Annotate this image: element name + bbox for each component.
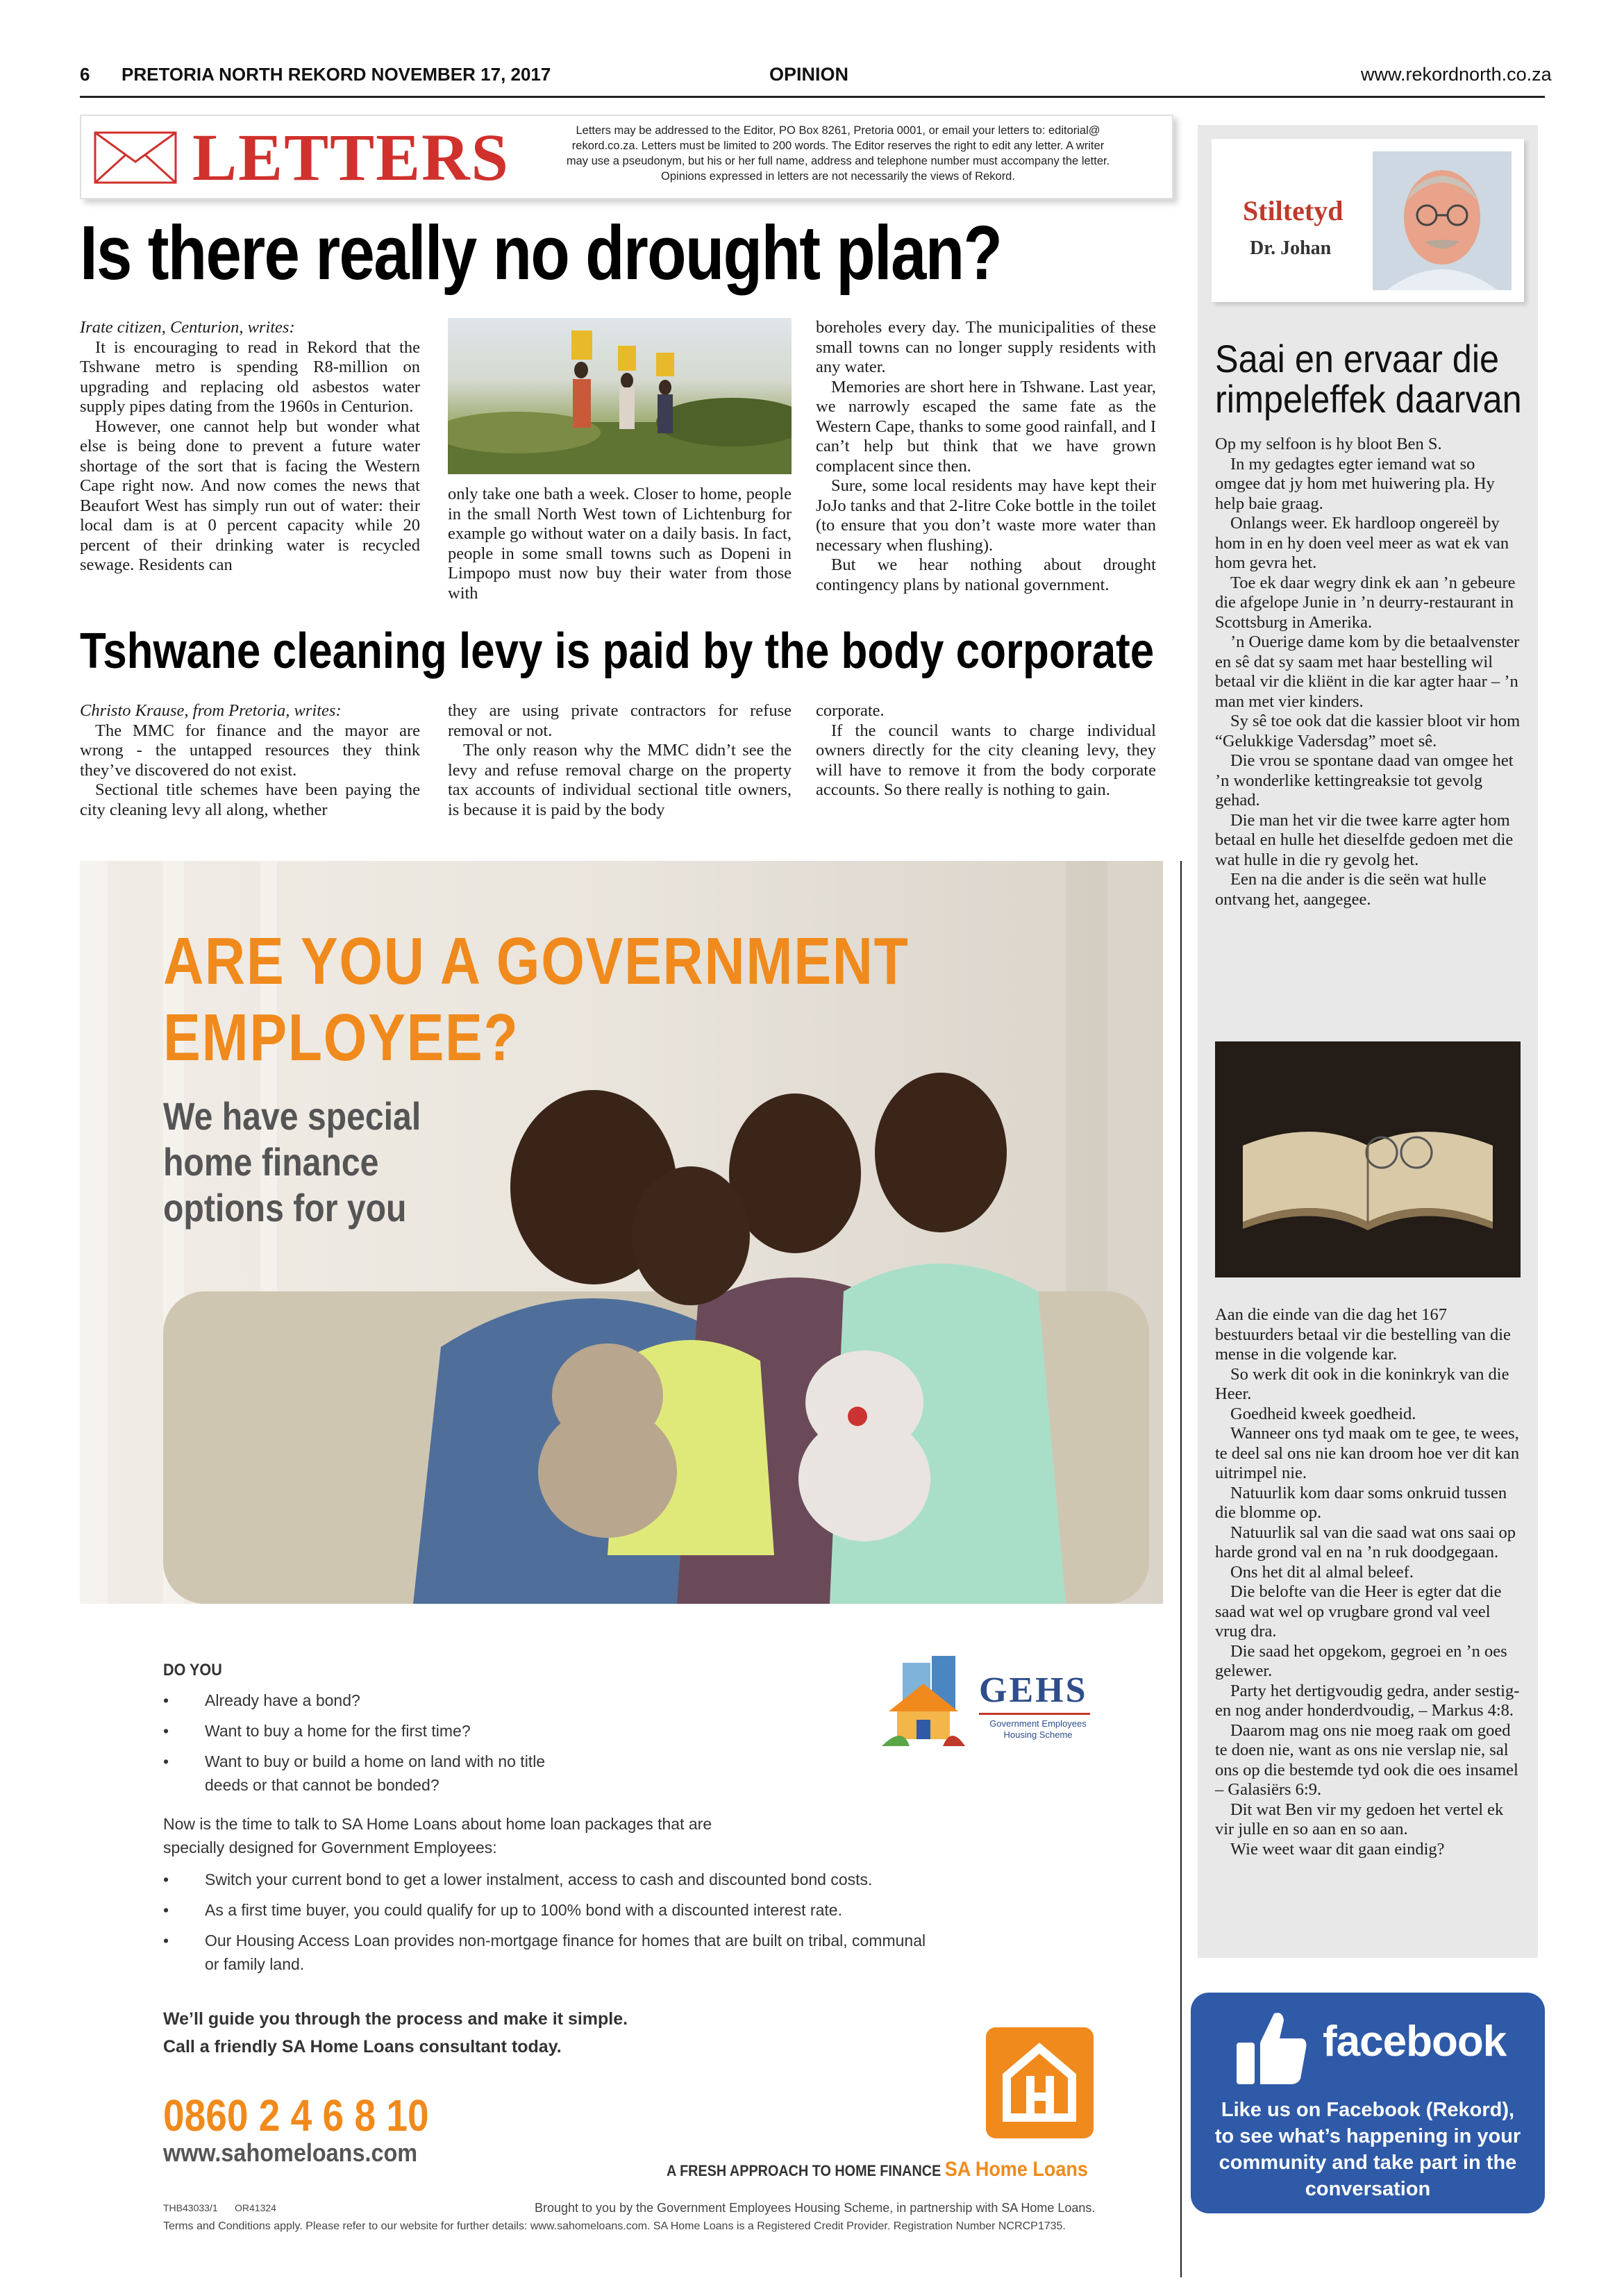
gehs-subtitle <box>979 1718 1097 1741</box>
bible-photo <box>1215 1041 1521 1277</box>
list-item-text: As a first time buyer, you could qualify for up to 100% bond with a discounted interest rate. <box>205 1901 842 1919</box>
brand-text: SA Home Loans <box>944 2158 1088 2181</box>
sidebar-paragraph: Aan die einde van die dag het 167 bestuurders betaal vir die bestelling van die mense in die volgende kar. <box>1215 1305 1511 1364</box>
paragraph: Sure, some local residents may have kept their JoJo tanks and that 2-litre Coke bottle in the toilet (to ensure that you don’t waste more water than necessary when flushing). <box>816 476 1156 555</box>
sidebar-paragraph: Ons het dit al almal beleef. <box>1230 1562 1414 1582</box>
columnist-card <box>1212 139 1524 302</box>
gehs-rule <box>979 1713 1090 1715</box>
sidebar-paragraph: ’n Ouerige dame kom by die betaalvenster en sê dat sy saam met haar bestelling wil betaal vir die kliënt in die kar agter haar – ’n man met vier kinders. <box>1215 632 1520 711</box>
open-bible-image <box>1215 1041 1521 1277</box>
water-carriers-photo <box>448 318 792 474</box>
paragraph: Sectional title schemes have been paying the city cleaning levy all along, whether <box>80 780 420 819</box>
ad-subheadline-line: options for you <box>163 1186 407 1230</box>
list-item: • Want to buy or build a home on land with no title deeds or that cannot be bonded? <box>163 1752 546 1794</box>
paragraph: The MMC for finance and the mayor are wrong - the untapped resources they think they’ve discovered do not exist. <box>80 721 420 780</box>
ad-subheadline-line: We have special <box>163 1094 421 1138</box>
letter1-column-1 <box>80 318 420 576</box>
letter1-column-3 <box>816 318 1156 595</box>
paragraph: But we hear nothing about drought contingency plans by national government. <box>816 555 1156 594</box>
list-item-text: Want to buy or build a home on land with no title <box>205 1752 546 1770</box>
letters-guidelines <box>512 123 1164 184</box>
ad-phone-number[interactable]: 0860 2 4 6 8 10 <box>163 2090 429 2140</box>
paragraph: boreholes every day. The municipalities of these small towns can no longer supply residents with any water. <box>816 318 1156 376</box>
gehs-logo <box>882 1656 1097 1753</box>
byline: Christo Krause, from Pretoria, writes: <box>80 701 342 720</box>
ad-intro <box>163 1812 927 1859</box>
paragraph: The only reason why the MMC didn’t see the levy and refuse removal charge on the property tax accounts of individual sectional title owners, is because it is paid by the body <box>448 741 792 819</box>
columnist-author: Dr. Johan <box>1250 237 1332 259</box>
do-you-list <box>163 1689 788 1797</box>
ad-headline-line: ARE YOU A GOVERNMENT <box>163 924 910 998</box>
section-label: OPINION <box>769 64 849 85</box>
sidebar-paragraph: Op my selfoon is hy bloot Ben S. <box>1215 435 1442 453</box>
ad-subheadline <box>163 1093 421 1231</box>
ad-guide <box>163 2005 628 2061</box>
list-item-text: or family land. <box>205 1955 305 1973</box>
sidebar-paragraph: Natuurlik sal van die saad wat ons saai op harde grond val en na ’n ruk doodgegaan. <box>1215 1523 1516 1561</box>
publication-line: PRETORIA NORTH REKORD NOVEMBER 17, 2017 <box>122 64 551 85</box>
ad-terms: Terms and Conditions apply. Please refer to our website for further details: www.sahomeloans.com. SA Home Loans is a Registered Credit Provider. Registration Number NCRCP1735. <box>163 2220 1066 2232</box>
list-item: • Want to buy a home for the first time? <box>163 1722 471 1740</box>
gehs-name: GEHS <box>979 1670 1088 1710</box>
intro-line: specially designed for Government Employees: <box>163 1838 497 1857</box>
sidebar-paragraph: In my gedagtes egter iemand wat so omgee dat jy hom met huiwering pla. Hy help baie graag. <box>1215 454 1495 513</box>
paragraph: only take one bath a week. Closer to home, people in the small North West town of Lichtenburg for example go without water on a daily basis. In fact, people in some small towns such as Dopeni in Limpopo must now buy their water from those with <box>448 485 792 603</box>
sidebar-paragraph: So werk dit ook in die koninkryk van die Heer. <box>1215 1364 1509 1403</box>
sidebar-paragraph: Die saad het opgekom, gegroei en ’n oes gelewer. <box>1215 1641 1507 1680</box>
paragraph: If the council wants to charge individual owners directly for the city cleaning levy, they will have to remove it from the body corporate accounts. So there really is nothing to gain. <box>816 721 1156 799</box>
sidebar-paragraph: Onlangs weer. Ek hardloop ongereël by hom in en hy doen veel meer as wat ek van hom gevra het. <box>1215 514 1509 572</box>
guideline-line: may use a pseudonym, but his or her full name, address and telephone number must accompany the letter. <box>566 155 1110 167</box>
headline-drought-plan: Is there really no drought plan? <box>80 210 1002 296</box>
facebook-wordmark: facebook <box>1323 2018 1507 2065</box>
sidebar-paragraph: Sy sê toe ook dat die kassier bloot vir hom “Gelukkige Vadersdag” moet sê. <box>1215 712 1521 751</box>
sidebar-paragraph: Toe ek daar wegry dink ek aan ’n gebeure die afgelope Junie in ’n deurry-restaurant in Scottsburg in Amerika. <box>1215 573 1516 632</box>
list-item: • As a first time buyer, you could qualify for up to 100% bond with a discounted interest rate. <box>163 1901 842 1919</box>
guideline-line: Opinions expressed in letters are not necessarily the views of Rekord. <box>661 170 1015 183</box>
sidebar-paragraph: Die belofte van die Heer is egter dat die saad wat wel op vrugbare grond val veel vrug dra. <box>1215 1582 1502 1641</box>
benefits-list <box>163 1868 996 1976</box>
list-item: • Switch your current bond to get a lower instalment, access to cash and discounted bond costs. <box>163 1870 873 1888</box>
letter2-column-3 <box>816 701 1156 801</box>
page-number: 6 <box>80 64 90 85</box>
sidebar-headline-line: Saai en ervaar die <box>1215 337 1500 380</box>
paragraph: corporate. <box>816 701 885 720</box>
sidebar-headline-line: rimpeleffek daarvan <box>1215 377 1522 421</box>
facebook-message-line: community and take part in the <box>1219 2152 1517 2174</box>
sidebar-paragraph: Party het dertigvoudig gedra, ander sestig- en nog ander honderdvoudig, – Markus 4:8. <box>1215 1681 1520 1720</box>
ad-headline <box>163 923 910 1076</box>
women-carrying-water-image <box>448 318 792 474</box>
do-you-heading: DO YOU <box>163 1661 222 1679</box>
paragraph: they are using private contractors for refuse removal or not. <box>448 701 792 740</box>
website-link[interactable]: www.rekordnorth.co.za <box>1361 64 1552 85</box>
list-item: • Our Housing Access Loan provides non-mortgage finance for homes that are built on tribal, communal or family land. <box>163 1932 926 1973</box>
sidebar-paragraph: Die man het vir die twee karre agter hom betaal en hulle het dieselfde gedoen met die wat hulle in die ry gevolg het. <box>1215 810 1514 869</box>
sa-home-loans-logo <box>986 2027 1094 2138</box>
thumbs-up-icon <box>1232 2006 1309 2090</box>
sidebar-headline <box>1215 339 1522 419</box>
gehs-subtitle-line: Housing Scheme <box>1003 1729 1073 1740</box>
paragraph: Memories are short here in Tshwane. Last year, we narrowly escaped the same fate as the Western Cape, thanks to some good rainfall, and I can’t help but think that we have grown complacent since then. <box>816 377 1156 476</box>
list-item-text: Want to buy a home for the first time? <box>205 1722 471 1740</box>
list-item: • Already have a bond? <box>163 1691 360 1709</box>
sidebar-paragraph: Daarom mag ons nie moeg raak om goed te doen nie, want as ons nie verslap nie, sal ons op die bestemde tyd ook die oes insamel – Galasiërs 6:9. <box>1215 1720 1518 1799</box>
facebook-promo[interactable] <box>1191 1993 1545 2213</box>
list-item-text: deeds or that cannot be bonded? <box>205 1776 440 1794</box>
facebook-message-line: conversation <box>1305 2178 1431 2200</box>
guideline-line: rekord.co.za. Letters must be limited to 200 words. The Editor reserves the right to edit any letter. A writer <box>571 140 1105 152</box>
gehs-subtitle-line: Government Employees <box>989 1718 1087 1729</box>
letter2-column-1 <box>80 701 420 820</box>
ad-headline-line: EMPLOYEE? <box>163 1000 519 1075</box>
ad-code-1: THB43033/1 <box>163 2202 218 2213</box>
guide-line: Call a friendly SA Home Loans consultant today. <box>163 2037 562 2056</box>
sidebar-paragraph: Goedheid kweek goedheid. <box>1230 1404 1416 1423</box>
facebook-message <box>1191 2097 1545 2202</box>
paragraph: It is encouraging to read in Rekord that the Tshwane metro is spending R8-million on upgrading and replacing old asbestos water supply pipes dating from the 1960s in Centurion. <box>80 337 420 416</box>
guideline-line: Letters may be addressed to the Editor, PO Box 8261, Pretoria 0001, or email your letters to: editorial@ <box>576 124 1100 137</box>
envelope-icon <box>94 131 177 184</box>
column-name: Stiltetyd <box>1243 195 1343 226</box>
ad-code-2: OR41324 <box>235 2202 276 2213</box>
paragraph: However, one cannot help but wonder what else is being done to prevent a future water shortage of the sort that is facing the Western Cape right now. And now comes the news that Beaufort West has simply run out of water: their local dam is at 0 percent capacity while 20 percent of their drinking water is recycled sewage. Residents can <box>80 417 420 574</box>
avatar <box>1373 151 1512 290</box>
letter1-column-2 <box>448 485 792 603</box>
letter2-column-2 <box>448 701 792 820</box>
intro-line: Now is the time to talk to SA Home Loans about home loan packages that are <box>163 1815 712 1833</box>
gehs-house-icon <box>882 1656 972 1753</box>
letters-title: LETTERS <box>192 120 510 194</box>
home-loans-house-icon <box>986 2027 1094 2138</box>
ad-website[interactable]: www.sahomeloans.com <box>163 2138 418 2167</box>
byline: Irate citizen, Centurion, writes: <box>80 318 295 337</box>
facebook-message-line: to see what’s happening in your <box>1214 2125 1521 2147</box>
sidebar-paragraph: Dit wat Ben vir my gedoen het vertel ek vir julle en so aan en so aan. <box>1215 1800 1504 1838</box>
headline-cleaning-levy: Tshwane cleaning levy is paid by the body corporate <box>80 623 1155 679</box>
letters-banner <box>80 115 1173 199</box>
facebook-message-line: Like us on Facebook (Rekord), <box>1221 2099 1515 2121</box>
columnist-avatar <box>1373 151 1512 290</box>
sidebar-paragraph: Wie weet waar dit gaan eindig? <box>1230 1839 1445 1859</box>
sidebar-paragraph: Een na die ander is die seën wat hulle ontvang het, aangegee. <box>1215 870 1487 909</box>
sidebar-text-part-1 <box>1215 435 1521 910</box>
ad-tagline <box>667 2158 1088 2181</box>
tagline-text: A FRESH APPROACH TO HOME FINANCE <box>667 2162 941 2179</box>
list-item-text: Switch your current bond to get a lower instalment, access to cash and discounted bond costs. <box>205 1870 873 1888</box>
sidebar-text-part-2 <box>1215 1305 1521 1859</box>
list-item-text: Already have a bond? <box>205 1691 360 1709</box>
sidebar-paragraph: Natuurlik kom daar soms onkruid tussen die blomme op. <box>1215 1483 1507 1522</box>
column-divider <box>1180 861 1182 2277</box>
ad-subheadline-line: home finance <box>163 1140 379 1184</box>
sidebar-paragraph: Wanneer ons tyd maak om te gee, te wees, te deel sal ons nie kan droom hoe ver dit kan uitrimpel nie. <box>1215 1424 1520 1482</box>
list-item-text: Our Housing Access Loan provides non-mortgage finance for homes that are built on tribal, communal <box>205 1932 926 1950</box>
sidebar-paragraph: Die vrou se spontane daad van omgee het ’n wonderlike kettingreaksie tot gevolg gehad. <box>1215 751 1514 810</box>
header-rule <box>80 96 1545 98</box>
ad-brought-to-you: Brought to you by the Government Employees Housing Scheme, in partnership with SA Home Loans. <box>535 2201 1096 2215</box>
guide-line: We’ll guide you through the process and make it simple. <box>163 2009 628 2029</box>
